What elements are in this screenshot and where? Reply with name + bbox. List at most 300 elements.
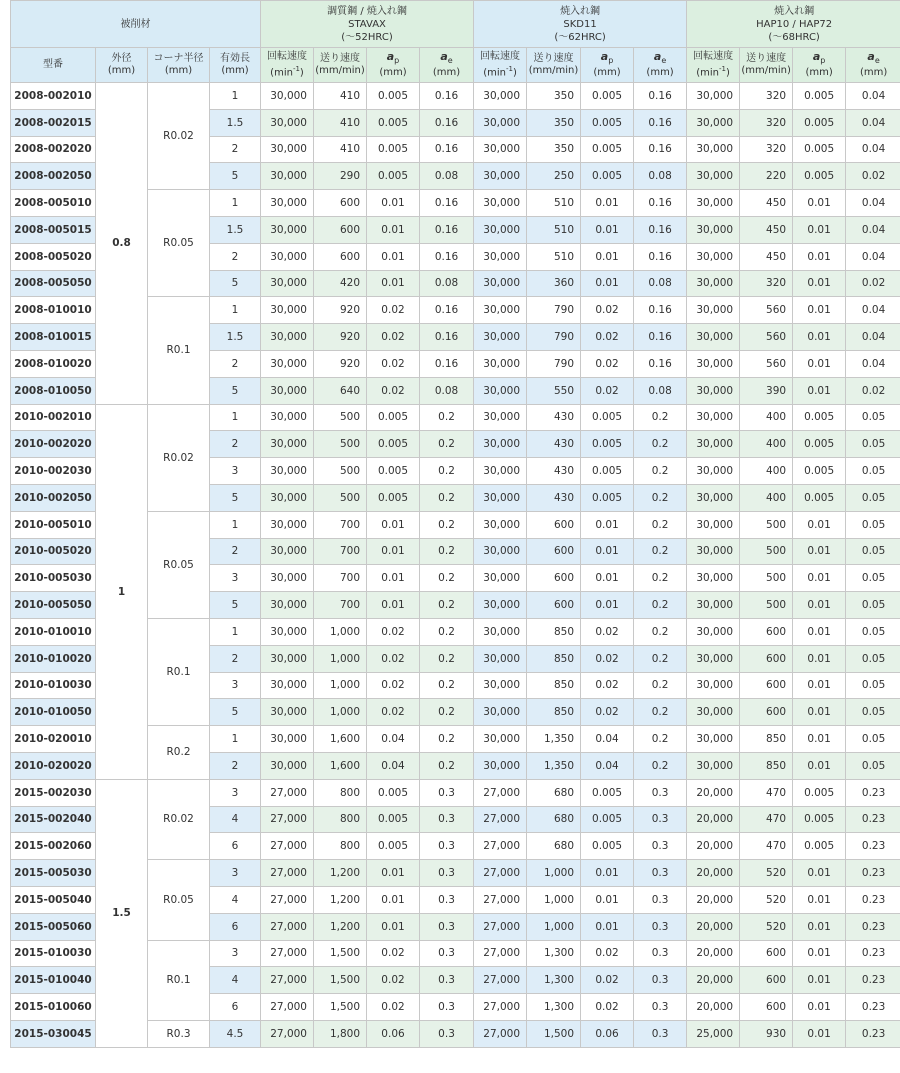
feed-rate-value: 850 bbox=[740, 726, 793, 753]
part-number: 2010-010050 bbox=[11, 699, 96, 726]
ap-value: 0.02 bbox=[367, 672, 420, 699]
feed-rate-value: 920 bbox=[314, 350, 367, 377]
ap-value: 0.01 bbox=[367, 511, 420, 538]
ap-value: 0.01 bbox=[581, 216, 634, 243]
col-header-ap: $a_p$ (mm) bbox=[793, 48, 846, 83]
feed-rate-value: 850 bbox=[527, 672, 581, 699]
corner-radius: R0.1 bbox=[148, 940, 210, 1020]
ae-value: 0.2 bbox=[420, 618, 474, 645]
feed-rate-value: 1,200 bbox=[314, 913, 367, 940]
part-number: 2008-005020 bbox=[11, 243, 96, 270]
ap-value: 0.04 bbox=[367, 726, 420, 753]
ap-value: 0.01 bbox=[793, 645, 846, 672]
ae-value: 0.2 bbox=[634, 565, 687, 592]
corner-radius: R0.02 bbox=[148, 779, 210, 859]
effective-length: 3 bbox=[210, 779, 261, 806]
ap-value: 0.01 bbox=[367, 860, 420, 887]
ae-value: 0.2 bbox=[420, 752, 474, 779]
ae-value: 0.3 bbox=[420, 940, 474, 967]
ae-value: 0.05 bbox=[846, 458, 900, 485]
rpm-value: 30,000 bbox=[687, 377, 740, 404]
ap-value: 0.02 bbox=[367, 994, 420, 1021]
ae-value: 0.2 bbox=[420, 404, 474, 431]
ae-value: 0.3 bbox=[634, 940, 687, 967]
feed-rate-value: 600 bbox=[527, 538, 581, 565]
feed-rate-value: 400 bbox=[740, 404, 793, 431]
ae-value: 0.16 bbox=[634, 190, 687, 217]
ap-value: 0.01 bbox=[793, 994, 846, 1021]
effective-length: 5 bbox=[210, 699, 261, 726]
ae-value: 0.2 bbox=[420, 592, 474, 619]
corner-radius: R0.05 bbox=[148, 860, 210, 940]
feed-rate-value: 450 bbox=[740, 190, 793, 217]
effective-length: 4.5 bbox=[210, 1020, 261, 1047]
rpm-value: 27,000 bbox=[261, 940, 314, 967]
ap-value: 0.005 bbox=[367, 458, 420, 485]
rpm-value: 30,000 bbox=[687, 565, 740, 592]
feed-rate-value: 1,000 bbox=[314, 645, 367, 672]
rpm-value: 30,000 bbox=[474, 592, 527, 619]
rpm-value: 27,000 bbox=[261, 967, 314, 994]
ae-value: 0.2 bbox=[634, 511, 687, 538]
rpm-value: 30,000 bbox=[261, 431, 314, 458]
feed-rate-value: 790 bbox=[527, 297, 581, 324]
feed-rate-value: 1,500 bbox=[314, 940, 367, 967]
part-number: 2015-010030 bbox=[11, 940, 96, 967]
rpm-value: 30,000 bbox=[474, 377, 527, 404]
feed-rate-value: 1,500 bbox=[314, 967, 367, 994]
corner-radius: R0.05 bbox=[148, 511, 210, 618]
ap-value: 0.02 bbox=[367, 940, 420, 967]
feed-rate-value: 600 bbox=[527, 592, 581, 619]
ae-value: 0.16 bbox=[634, 216, 687, 243]
feed-rate-value: 1,350 bbox=[527, 752, 581, 779]
ae-value: 0.04 bbox=[846, 190, 900, 217]
ap-value: 0.02 bbox=[581, 940, 634, 967]
ae-value: 0.3 bbox=[634, 913, 687, 940]
rpm-value: 30,000 bbox=[261, 163, 314, 190]
rpm-value: 30,000 bbox=[474, 350, 527, 377]
outer-diameter: 0.8 bbox=[96, 83, 148, 405]
feed-rate-value: 320 bbox=[740, 83, 793, 110]
rpm-value: 30,000 bbox=[261, 243, 314, 270]
ap-value: 0.01 bbox=[581, 270, 634, 297]
ap-value: 0.01 bbox=[793, 350, 846, 377]
ae-value: 0.2 bbox=[420, 726, 474, 753]
corner-radius: R0.02 bbox=[148, 83, 210, 190]
feed-rate-value: 600 bbox=[740, 994, 793, 1021]
rpm-value: 30,000 bbox=[261, 324, 314, 351]
feed-rate-value: 700 bbox=[314, 538, 367, 565]
ap-value: 0.01 bbox=[367, 538, 420, 565]
rpm-value: 30,000 bbox=[474, 752, 527, 779]
ap-value: 0.005 bbox=[581, 484, 634, 511]
rpm-value: 30,000 bbox=[474, 484, 527, 511]
part-number: 2010-005010 bbox=[11, 511, 96, 538]
ae-value: 0.16 bbox=[420, 136, 474, 163]
rpm-value: 27,000 bbox=[261, 779, 314, 806]
effective-length: 1 bbox=[210, 618, 261, 645]
col-header-length: 有効長 (mm) bbox=[210, 48, 261, 83]
rpm-value: 30,000 bbox=[687, 190, 740, 217]
rpm-value: 30,000 bbox=[474, 538, 527, 565]
effective-length: 5 bbox=[210, 270, 261, 297]
effective-length: 1 bbox=[210, 726, 261, 753]
ap-value: 0.02 bbox=[581, 967, 634, 994]
effective-length: 3 bbox=[210, 458, 261, 485]
feed-rate-value: 1,000 bbox=[527, 886, 581, 913]
ae-value: 0.3 bbox=[634, 779, 687, 806]
ae-value: 0.3 bbox=[420, 886, 474, 913]
ae-value: 0.16 bbox=[634, 83, 687, 110]
effective-length: 2 bbox=[210, 350, 261, 377]
feed-rate-value: 600 bbox=[740, 672, 793, 699]
ap-value: 0.005 bbox=[793, 404, 846, 431]
rpm-value: 27,000 bbox=[261, 833, 314, 860]
feed-rate-value: 600 bbox=[314, 243, 367, 270]
ae-value: 0.16 bbox=[634, 109, 687, 136]
rpm-value: 27,000 bbox=[261, 860, 314, 887]
feed-rate-value: 930 bbox=[740, 1020, 793, 1047]
feed-rate-value: 500 bbox=[314, 404, 367, 431]
ae-value: 0.16 bbox=[634, 297, 687, 324]
ae-value: 0.16 bbox=[420, 83, 474, 110]
effective-length: 3 bbox=[210, 940, 261, 967]
part-number: 2010-005030 bbox=[11, 565, 96, 592]
feed-rate-value: 520 bbox=[740, 886, 793, 913]
rpm-value: 27,000 bbox=[261, 886, 314, 913]
ap-value: 0.005 bbox=[581, 163, 634, 190]
part-number: 2008-005015 bbox=[11, 216, 96, 243]
part-number: 2010-010010 bbox=[11, 618, 96, 645]
ap-value: 0.02 bbox=[367, 645, 420, 672]
rpm-value: 30,000 bbox=[261, 377, 314, 404]
ae-value: 0.04 bbox=[846, 350, 900, 377]
ae-value: 0.3 bbox=[634, 1020, 687, 1047]
rpm-value: 30,000 bbox=[687, 216, 740, 243]
rpm-value: 30,000 bbox=[687, 645, 740, 672]
feed-rate-value: 430 bbox=[527, 458, 581, 485]
ap-value: 0.005 bbox=[793, 136, 846, 163]
feed-rate-value: 470 bbox=[740, 833, 793, 860]
rpm-value: 30,000 bbox=[687, 83, 740, 110]
col-header-od: 外径 (mm) bbox=[96, 48, 148, 83]
ae-value: 0.16 bbox=[420, 243, 474, 270]
feed-rate-value: 500 bbox=[740, 538, 793, 565]
rpm-value: 30,000 bbox=[687, 672, 740, 699]
rpm-value: 30,000 bbox=[261, 404, 314, 431]
rpm-value: 20,000 bbox=[687, 779, 740, 806]
rpm-value: 30,000 bbox=[687, 538, 740, 565]
feed-rate-value: 510 bbox=[527, 243, 581, 270]
col-header-feed: 送り速度 (mm/min) bbox=[527, 48, 581, 83]
ae-value: 0.04 bbox=[846, 243, 900, 270]
feed-rate-value: 1,500 bbox=[527, 1020, 581, 1047]
ap-value: 0.01 bbox=[367, 270, 420, 297]
ae-value: 0.16 bbox=[420, 216, 474, 243]
ap-value: 0.01 bbox=[793, 377, 846, 404]
ap-value: 0.01 bbox=[793, 270, 846, 297]
ap-value: 0.01 bbox=[793, 324, 846, 351]
ap-value: 0.005 bbox=[581, 136, 634, 163]
feed-rate-value: 520 bbox=[740, 860, 793, 887]
feed-rate-value: 600 bbox=[740, 699, 793, 726]
ap-value: 0.01 bbox=[793, 592, 846, 619]
feed-rate-value: 680 bbox=[527, 779, 581, 806]
feed-rate-value: 500 bbox=[740, 565, 793, 592]
effective-length: 2 bbox=[210, 136, 261, 163]
feed-rate-value: 790 bbox=[527, 350, 581, 377]
ap-value: 0.02 bbox=[367, 377, 420, 404]
rpm-value: 30,000 bbox=[474, 136, 527, 163]
rpm-value: 27,000 bbox=[474, 994, 527, 1021]
ap-value: 0.02 bbox=[367, 618, 420, 645]
feed-rate-value: 350 bbox=[527, 83, 581, 110]
rpm-value: 30,000 bbox=[474, 645, 527, 672]
ae-value: 0.3 bbox=[420, 779, 474, 806]
ap-value: 0.02 bbox=[367, 967, 420, 994]
ap-value: 0.01 bbox=[581, 913, 634, 940]
ap-value: 0.005 bbox=[367, 109, 420, 136]
ae-value: 0.2 bbox=[634, 645, 687, 672]
effective-length: 2 bbox=[210, 752, 261, 779]
ap-value: 0.01 bbox=[793, 860, 846, 887]
col-header-feed: 送り速度 (mm/min) bbox=[740, 48, 793, 83]
ae-value: 0.2 bbox=[634, 592, 687, 619]
part-number: 2015-005060 bbox=[11, 913, 96, 940]
rpm-value: 30,000 bbox=[687, 618, 740, 645]
effective-length: 1 bbox=[210, 190, 261, 217]
feed-rate-value: 600 bbox=[740, 618, 793, 645]
ap-value: 0.005 bbox=[581, 806, 634, 833]
rpm-value: 30,000 bbox=[261, 672, 314, 699]
rpm-value: 30,000 bbox=[261, 350, 314, 377]
ap-value: 0.005 bbox=[793, 806, 846, 833]
part-number: 2008-005010 bbox=[11, 190, 96, 217]
effective-length: 5 bbox=[210, 484, 261, 511]
ap-value: 0.01 bbox=[793, 699, 846, 726]
effective-length: 6 bbox=[210, 913, 261, 940]
ap-value: 0.02 bbox=[581, 324, 634, 351]
feed-rate-value: 850 bbox=[527, 645, 581, 672]
ae-value: 0.05 bbox=[846, 672, 900, 699]
feed-rate-value: 450 bbox=[740, 216, 793, 243]
ap-value: 0.01 bbox=[793, 538, 846, 565]
cutting-conditions-table bbox=[10, 0, 900, 1048]
feed-rate-value: 450 bbox=[740, 243, 793, 270]
ae-value: 0.23 bbox=[846, 1020, 900, 1047]
feed-rate-value: 220 bbox=[740, 163, 793, 190]
rpm-value: 30,000 bbox=[261, 511, 314, 538]
rpm-value: 30,000 bbox=[687, 511, 740, 538]
effective-length: 4 bbox=[210, 967, 261, 994]
ae-value: 0.16 bbox=[420, 190, 474, 217]
ae-value: 0.02 bbox=[846, 377, 900, 404]
ap-value: 0.01 bbox=[793, 886, 846, 913]
rpm-value: 30,000 bbox=[474, 270, 527, 297]
effective-length: 1.5 bbox=[210, 109, 261, 136]
ap-value: 0.01 bbox=[793, 618, 846, 645]
rpm-value: 30,000 bbox=[687, 431, 740, 458]
ap-value: 0.01 bbox=[581, 565, 634, 592]
ap-value: 0.06 bbox=[581, 1020, 634, 1047]
rpm-value: 30,000 bbox=[474, 190, 527, 217]
ap-value: 0.01 bbox=[793, 243, 846, 270]
feed-rate-value: 350 bbox=[527, 136, 581, 163]
part-number: 2010-005020 bbox=[11, 538, 96, 565]
rpm-value: 27,000 bbox=[474, 806, 527, 833]
ae-value: 0.2 bbox=[634, 431, 687, 458]
feed-rate-value: 500 bbox=[314, 431, 367, 458]
ap-value: 0.01 bbox=[793, 1020, 846, 1047]
ap-value: 0.005 bbox=[793, 109, 846, 136]
ae-value: 0.3 bbox=[634, 806, 687, 833]
ap-value: 0.01 bbox=[793, 672, 846, 699]
ae-value: 0.3 bbox=[420, 967, 474, 994]
ae-value: 0.05 bbox=[846, 404, 900, 431]
rpm-value: 30,000 bbox=[687, 324, 740, 351]
feed-rate-value: 350 bbox=[527, 109, 581, 136]
ae-value: 0.08 bbox=[634, 270, 687, 297]
ae-value: 0.05 bbox=[846, 592, 900, 619]
feed-rate-value: 800 bbox=[314, 806, 367, 833]
rpm-value: 30,000 bbox=[261, 190, 314, 217]
ae-value: 0.2 bbox=[634, 458, 687, 485]
feed-rate-value: 1,300 bbox=[527, 967, 581, 994]
outer-diameter: 1 bbox=[96, 404, 148, 779]
rpm-value: 30,000 bbox=[687, 752, 740, 779]
feed-rate-value: 470 bbox=[740, 779, 793, 806]
rpm-value: 27,000 bbox=[474, 940, 527, 967]
ae-value: 0.3 bbox=[634, 994, 687, 1021]
ap-value: 0.005 bbox=[367, 833, 420, 860]
ap-value: 0.01 bbox=[581, 243, 634, 270]
ae-value: 0.04 bbox=[846, 109, 900, 136]
feed-rate-value: 600 bbox=[740, 940, 793, 967]
ae-value: 0.05 bbox=[846, 618, 900, 645]
feed-rate-value: 1,000 bbox=[314, 672, 367, 699]
rpm-value: 30,000 bbox=[261, 699, 314, 726]
part-number: 2010-002020 bbox=[11, 431, 96, 458]
ae-value: 0.16 bbox=[420, 350, 474, 377]
feed-rate-value: 1,000 bbox=[314, 699, 367, 726]
rpm-value: 30,000 bbox=[474, 163, 527, 190]
feed-rate-value: 360 bbox=[527, 270, 581, 297]
part-number: 2010-020020 bbox=[11, 752, 96, 779]
rpm-value: 30,000 bbox=[474, 109, 527, 136]
ae-value: 0.3 bbox=[420, 833, 474, 860]
rpm-value: 27,000 bbox=[474, 779, 527, 806]
feed-rate-value: 1,200 bbox=[314, 886, 367, 913]
ap-value: 0.02 bbox=[367, 324, 420, 351]
feed-rate-value: 500 bbox=[314, 458, 367, 485]
rpm-value: 30,000 bbox=[474, 458, 527, 485]
feed-rate-value: 320 bbox=[740, 270, 793, 297]
col-header-rpm: 回転速度 $(\min^{-1})$ bbox=[261, 48, 314, 83]
table-row bbox=[11, 779, 900, 806]
rpm-value: 27,000 bbox=[474, 886, 527, 913]
ae-value: 0.2 bbox=[420, 431, 474, 458]
feed-rate-value: 290 bbox=[314, 163, 367, 190]
rpm-value: 30,000 bbox=[261, 726, 314, 753]
ap-value: 0.005 bbox=[581, 83, 634, 110]
ap-value: 0.06 bbox=[367, 1020, 420, 1047]
part-number: 2015-002060 bbox=[11, 833, 96, 860]
rpm-value: 30,000 bbox=[687, 243, 740, 270]
ap-value: 0.04 bbox=[581, 752, 634, 779]
ae-value: 0.3 bbox=[420, 860, 474, 887]
feed-rate-value: 500 bbox=[314, 484, 367, 511]
rpm-value: 27,000 bbox=[261, 806, 314, 833]
part-number: 2015-010060 bbox=[11, 994, 96, 1021]
rpm-value: 27,000 bbox=[474, 913, 527, 940]
ae-value: 0.2 bbox=[420, 511, 474, 538]
ap-value: 0.005 bbox=[367, 779, 420, 806]
col-header-rpm: 回転速度 $(\min^{-1})$ bbox=[474, 48, 527, 83]
rpm-value: 20,000 bbox=[687, 833, 740, 860]
feed-rate-value: 680 bbox=[527, 833, 581, 860]
part-number: 2008-005050 bbox=[11, 270, 96, 297]
feed-rate-value: 410 bbox=[314, 109, 367, 136]
ae-value: 0.23 bbox=[846, 806, 900, 833]
rpm-value: 20,000 bbox=[687, 886, 740, 913]
ae-value: 0.23 bbox=[846, 994, 900, 1021]
ap-value: 0.005 bbox=[367, 806, 420, 833]
feed-rate-value: 850 bbox=[527, 618, 581, 645]
ap-value: 0.01 bbox=[793, 752, 846, 779]
corner-radius: R0.1 bbox=[148, 618, 210, 725]
feed-rate-value: 430 bbox=[527, 431, 581, 458]
ap-value: 0.01 bbox=[793, 297, 846, 324]
feed-rate-value: 560 bbox=[740, 324, 793, 351]
ap-value: 0.01 bbox=[793, 726, 846, 753]
effective-length: 6 bbox=[210, 994, 261, 1021]
ae-value: 0.23 bbox=[846, 967, 900, 994]
rpm-value: 30,000 bbox=[261, 538, 314, 565]
part-number: 2015-002030 bbox=[11, 779, 96, 806]
feed-rate-value: 500 bbox=[740, 592, 793, 619]
ae-value: 0.05 bbox=[846, 752, 900, 779]
feed-rate-value: 1,000 bbox=[314, 618, 367, 645]
feed-rate-value: 560 bbox=[740, 350, 793, 377]
ae-value: 0.02 bbox=[846, 163, 900, 190]
ae-value: 0.3 bbox=[634, 967, 687, 994]
ae-value: 0.2 bbox=[634, 699, 687, 726]
feed-rate-value: 1,300 bbox=[527, 940, 581, 967]
part-number: 2015-010040 bbox=[11, 967, 96, 994]
table-row bbox=[11, 83, 900, 110]
ap-value: 0.01 bbox=[367, 243, 420, 270]
ae-value: 0.2 bbox=[634, 538, 687, 565]
ae-value: 0.2 bbox=[420, 699, 474, 726]
feed-rate-value: 600 bbox=[527, 565, 581, 592]
ap-value: 0.01 bbox=[793, 216, 846, 243]
ae-value: 0.05 bbox=[846, 511, 900, 538]
col-header-ae: $a_e$ (mm) bbox=[420, 48, 474, 83]
feed-rate-value: 1,300 bbox=[527, 994, 581, 1021]
ae-value: 0.16 bbox=[420, 109, 474, 136]
feed-rate-value: 410 bbox=[314, 136, 367, 163]
feed-rate-value: 510 bbox=[527, 190, 581, 217]
ap-value: 0.01 bbox=[793, 190, 846, 217]
effective-length: 1.5 bbox=[210, 216, 261, 243]
table-row bbox=[11, 404, 900, 431]
ap-value: 0.005 bbox=[793, 458, 846, 485]
effective-length: 3 bbox=[210, 860, 261, 887]
rpm-value: 30,000 bbox=[474, 297, 527, 324]
rpm-value: 30,000 bbox=[687, 297, 740, 324]
ap-value: 0.01 bbox=[793, 511, 846, 538]
